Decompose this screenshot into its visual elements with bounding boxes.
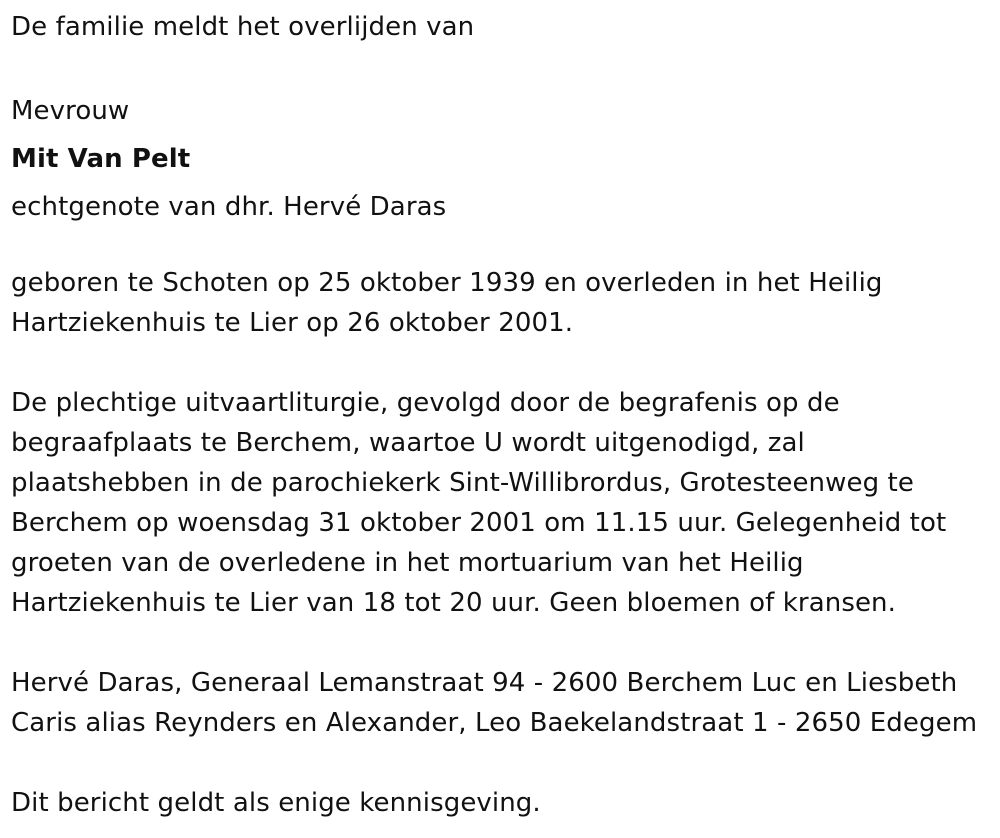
paragraph-line: Hartziekenhuis te Lier van 18 tot 20 uur. Geen bloemen of kransen. bbox=[11, 588, 897, 618]
paragraph-line: De plechtige uitvaartliturgie, gevolgd door de begrafenis op de bbox=[11, 388, 840, 418]
intro-paragraph bbox=[11, 7, 991, 47]
paragraph-line: groeten van de overledene in het mortuarium van het Heilig bbox=[11, 548, 804, 578]
death-notice bbox=[11, 7, 991, 823]
closing-text: Dit bericht geldt als enige kennisgeving. bbox=[11, 788, 541, 818]
paragraph-line: Berchem op woensdag 31 oktober 2001 om 11.15 uur. Gelegenheid tot bbox=[11, 508, 947, 538]
paragraph-line: Hartziekenhuis te Lier op 26 oktober 2001. bbox=[11, 308, 574, 338]
paragraph-line: Hervé Daras, Generaal Lemanstraat 94 - 2600 Berchem Luc en Liesbeth bbox=[11, 668, 958, 698]
paragraph-line: Caris alias Reynders en Alexander, Leo Baekelandstraat 1 - 2650 Edegem bbox=[11, 708, 978, 738]
paragraph-line: begraafplaats te Berchem, waartoe U wordt uitgenodigd, zal bbox=[11, 428, 805, 458]
intro-text: De familie meldt het overlijden van bbox=[11, 12, 475, 42]
paragraph-line: plaatshebben in de parochiekerk Sint-Willibrordus, Grotesteenweg te bbox=[11, 468, 914, 498]
paragraph-line: geboren te Schoten op 25 oktober 1939 en overleden in het Heilig bbox=[11, 268, 883, 298]
deceased-name: Mit Van Pelt bbox=[11, 144, 191, 174]
spouse-line: echtgenote van dhr. Hervé Daras bbox=[11, 192, 447, 222]
closing-paragraph bbox=[11, 783, 991, 823]
deceased-block bbox=[11, 87, 991, 231]
salutation: Mevrouw bbox=[11, 96, 130, 126]
birth-death-paragraph bbox=[11, 263, 991, 343]
funeral-paragraph bbox=[11, 383, 991, 623]
address-paragraph bbox=[11, 663, 991, 743]
